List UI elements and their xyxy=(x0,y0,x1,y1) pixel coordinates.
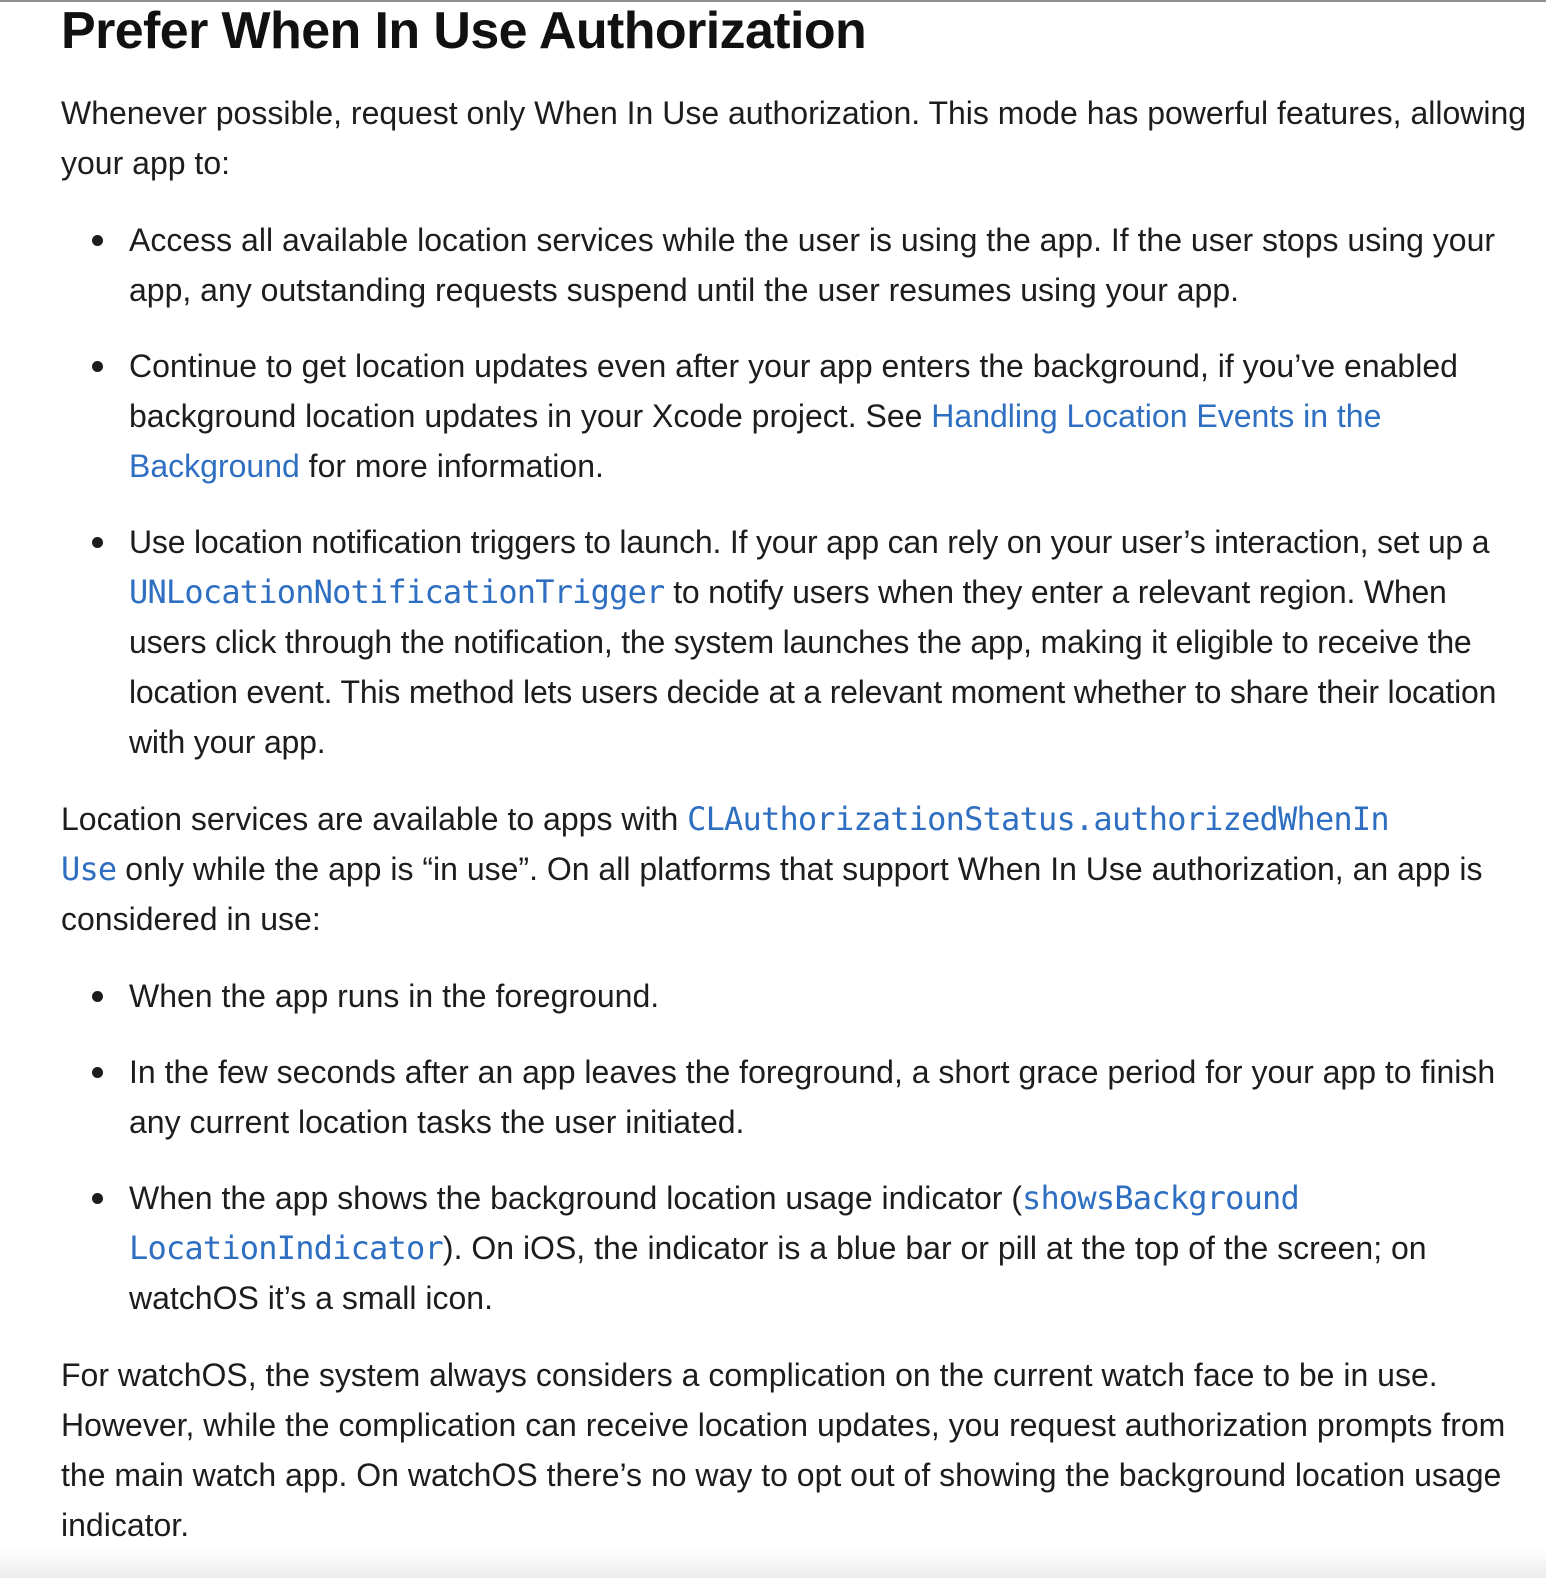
case-text: When the app shows the background location usage indicator ( xyxy=(129,1180,1022,1216)
list-item xyxy=(61,341,1531,491)
bullet xyxy=(92,235,103,246)
handling-location-events-link[interactable]: Handling Location Events in the Background xyxy=(129,398,1382,484)
bullet xyxy=(92,361,103,372)
feature-list xyxy=(61,215,1531,767)
feature-text: to notify users when they enter a relevant region. When users click through the notification, the system launches the app, making it eligible to receive the location event. This method lets users decide at a relevant moment whether to share their location with your app. xyxy=(129,574,1497,760)
list-item xyxy=(61,517,1531,767)
bullet xyxy=(92,537,103,548)
bullet xyxy=(92,1067,103,1078)
watchos-paragraph: For watchOS, the system always considers a complication on the current watch face to be in use. However, while the complication can receive location updates, you request authorization prompts from the main watch app. On watchOS there’s no way to opt out of showing the background location usage indicator. xyxy=(61,1357,1506,1543)
list-item xyxy=(61,971,1531,1021)
code-line: LocationIndicator xyxy=(129,1229,443,1267)
code-line: CLAuthorizationStatus.authorizedWhenIn xyxy=(687,800,1389,838)
code-line: Use xyxy=(61,850,117,888)
feature-text: for more information. xyxy=(299,448,604,484)
list-item xyxy=(61,1047,1531,1147)
list-item xyxy=(61,1173,1531,1323)
feature-text: Access all available location services while the user is using the app. If the user stops using your app, any outstanding requests suspend until the user resumes using your app. xyxy=(129,222,1496,308)
feature-text: Continue to get location updates even after your app enters the background, if you’ve enabled background location updates in your Xcode project. See xyxy=(129,348,1458,434)
unlocationnotificationtrigger-link[interactable]: UNLocationNotificationTrigger xyxy=(129,573,665,611)
intro-paragraph: Whenever possible, request only When In Use authorization. This mode has powerful features, allowing your app to: xyxy=(61,95,1527,181)
case-text: ). On iOS, the indicator is a blue bar or pill at the top of the screen; on watchOS it’s a small icon. xyxy=(129,1230,1427,1316)
bottom-edge xyxy=(0,1548,1546,1578)
paragraph-text: Location services are available to apps with xyxy=(61,801,688,837)
code-line: showsBackground xyxy=(1022,1179,1299,1217)
case-text: In the few seconds after an app leaves the foreground, a short grace period for your app to finish any current location tasks the user initiated. xyxy=(129,1054,1496,1140)
list-item xyxy=(61,215,1531,315)
paragraph-text: only while the app is “in use”. On all platforms that support When In Use authorization, an app is considered in use: xyxy=(61,851,1483,937)
feature-text: Use location notification triggers to launch. If your app can rely on your user’s interaction, set up a xyxy=(129,524,1490,560)
article-section xyxy=(61,0,1531,1550)
in-use-paragraph xyxy=(61,794,1531,944)
case-text: When the app runs in the foreground. xyxy=(129,978,660,1014)
bullet xyxy=(92,991,103,1002)
bullet xyxy=(92,1193,103,1204)
in-use-case-list xyxy=(61,971,1531,1323)
section-heading: Prefer When In Use Authorization xyxy=(61,2,867,60)
